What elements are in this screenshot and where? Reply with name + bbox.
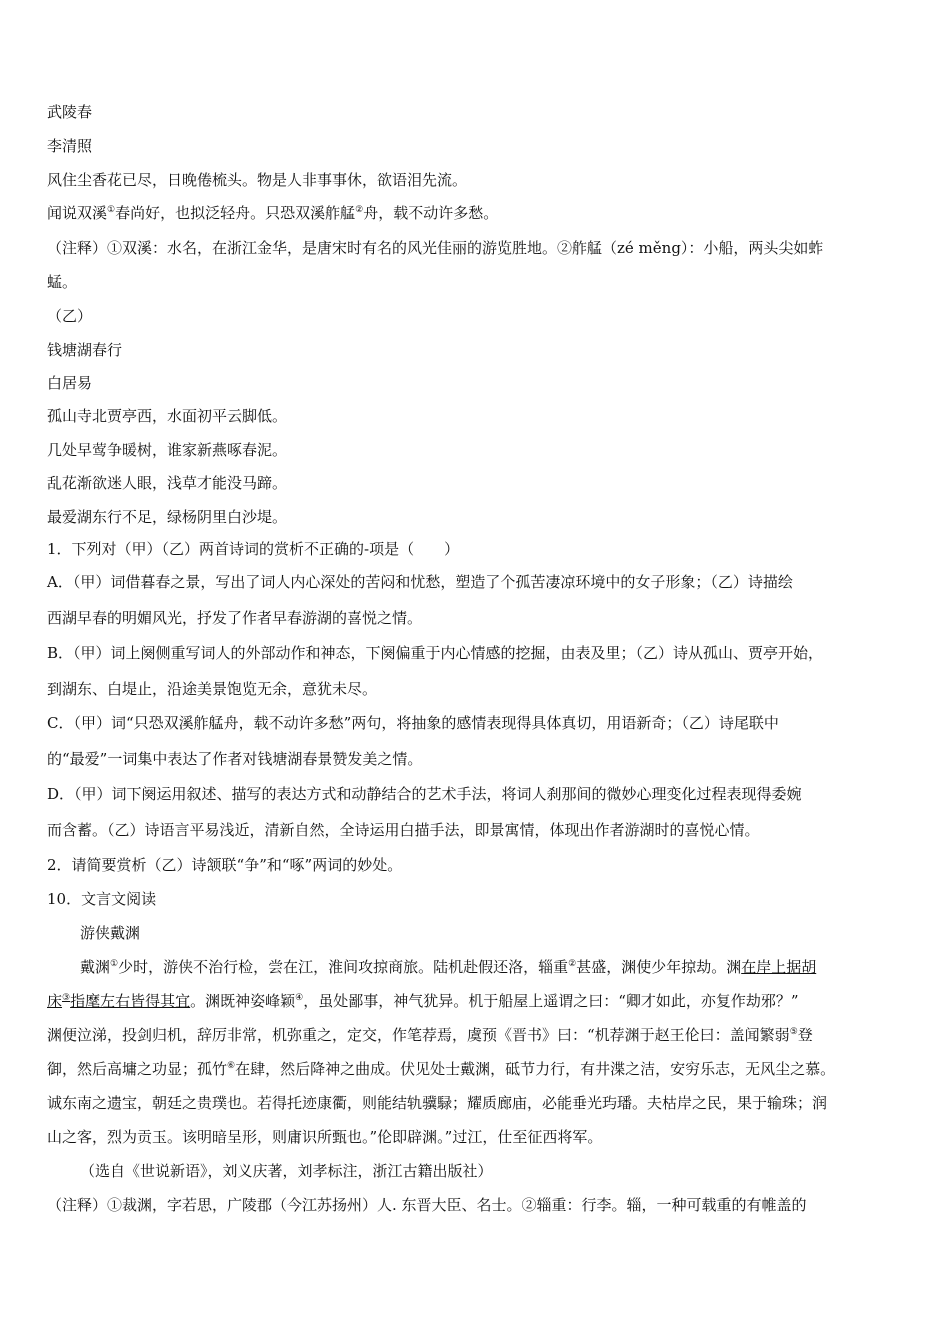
poem-b-line-4: 最爱湖东行不足，绿杨阴里白沙堤。	[47, 508, 288, 526]
poem-a-note-line-1: （注释）①双溪：水名，在浙江金华，是唐宋时有名的风光佳丽的游览胜地。②舴艋（zé měng）：小船，两头尖如蚱	[47, 239, 824, 257]
classical-source: （选自《世说新语》，刘义庆著，刘孝标注，浙江古籍出版社）	[80, 1162, 493, 1180]
footnote-mark: ⑤	[789, 1027, 798, 1037]
poem-b-line-2: 几处早莺争暖树，谁家新燕啄春泥。	[47, 441, 288, 459]
footnote-mark: ⑥	[227, 1061, 236, 1071]
option-a-line-2: 西湖早春的明媚风光，抒发了作者早春游湖的喜悦之情。	[47, 609, 423, 627]
classical-line-2: 床③指麾左右皆得其宜。渊既神姿峰颖④，虽处鄙事，神气犹异。机于船屋上遥谓之曰：“卿才如此，亦复作劫邪？”	[47, 992, 799, 1010]
option-c-line-1: C．（甲）词“只恐双溪舴艋舟，载不动许多愁”两句，将抽象的感情表现得具体真切，用语新奇；（乙）诗尾联中	[47, 714, 779, 732]
footnote-mark: ③	[62, 993, 71, 1003]
option-b-line-1: B．（甲）词上阕侧重写词人的外部动作和神态，下阕偏重于内心情感的挖掘，由表及里；（乙）诗从孤山、贾亭开始，	[47, 644, 824, 662]
footnote-mark: ①	[110, 959, 119, 969]
poem-b-line-3: 乱花渐欲迷人眼，浅草才能没马蹄。	[47, 474, 288, 492]
question-1: 1．下列对（甲）（乙）两首诗词的赏析不正确的-项是（ ）	[47, 540, 460, 558]
poem-a-note-line-2: 蜢。	[47, 273, 78, 291]
option-b-line-2: 到湖东、白堤止，沿途美景饱览无余，意犹未尽。	[47, 680, 378, 698]
poem-b-author: 白居易	[47, 374, 93, 392]
option-d-line-1: D．（甲）词下阕运用叙述、描写的表达方式和动静结合的艺术手法，将词人刹那间的微妙心理变化过程表现得委婉	[47, 785, 802, 803]
poem-a-line-1: 风住尘香花已尽，日晚倦梳头。物是人非事事休，欲语泪先流。	[47, 171, 468, 189]
poem-a-author: 李清照	[47, 137, 93, 155]
option-a-line-1: A．（甲）词借暮春之景，写出了词人内心深处的苦闷和忧愁，塑造了个孤苦凄凉环境中的女子形象；（乙）诗描绘	[47, 573, 793, 591]
poem-b-line-1: 孤山寺北贾亭西，水面初平云脚低。	[47, 407, 288, 425]
classical-note: （注释）①裁渊，字若思，广陵郡（今江苏扬州）人. 东晋大臣、名士。②辎重：行李。辎，一种可载重的有帷盖的	[47, 1196, 807, 1214]
classical-heading: 10．文言文阅读	[47, 890, 157, 908]
classical-line-4: 御，然后高墉之功显；孤竹⑥在肆，然后降神之曲成。伏见处士戴渊，砥节力行，有井渫之洁，安穷乐志，无风尘之慕。	[47, 1060, 836, 1078]
footnote-mark: ②	[355, 205, 364, 215]
classical-line-5: 诚东南之遗宝，朝廷之贵璞也。若得托迹康衢，则能结轨骥騄；耀质廊庙，必能垂光玙璠。夫枯岸之民，果于输珠；润	[47, 1094, 828, 1112]
footnote-mark: ②	[568, 959, 577, 969]
poem-a-title: 武陵春	[47, 103, 93, 121]
poem-b-title: 钱塘湖春行	[47, 341, 123, 359]
classical-line-1: 戴渊①少时，游侠不治行检，尝在江，淮间攻掠商旅。陆机赴假还洛，辎重②甚盛，渊使少年掠劫。渊在岸上据胡	[80, 958, 817, 976]
poem-b-label: （乙）	[47, 307, 93, 325]
option-c-line-2: 的“最爱”一词集中表达了作者对钱塘湖春景赞发美之情。	[47, 750, 423, 768]
footnote-mark: ④	[295, 993, 304, 1003]
poem-a-line-2: 闻说双溪①春尚好，也拟泛轻舟。只恐双溪舴艋②舟，载不动许多愁。	[47, 204, 499, 222]
classical-line-3: 渊便泣涕，投剑归机，辞厉非常，机弥重之，定交，作笔荐焉，虞预《晋书》曰：“机荐渊于赵王伦曰：盖闻繁弱⑤登	[47, 1026, 813, 1044]
underlined-phrase: 指麾左右皆得其宜	[70, 992, 191, 1010]
option-d-line-2: 而含蓄。（乙）诗语言平易浅近，清新自然，全诗运用白描手法，即景寓情，体现出作者游湖时的喜悦心情。	[47, 821, 760, 839]
underlined-phrase: 在岸上据胡	[741, 958, 817, 976]
question-2: 2．请简要赏析（乙）诗颔联“争”和“啄”两词的妙处。	[47, 856, 403, 874]
footnote-mark: ①	[107, 205, 116, 215]
classical-title: 游侠戴渊	[80, 924, 141, 942]
classical-line-6: 山之客，烈为贡玉。该明暗呈形，则庸识所甄也。”伦即辟渊。”过江，仕至征西将军。	[47, 1128, 603, 1146]
underlined-phrase: 床	[47, 992, 63, 1010]
